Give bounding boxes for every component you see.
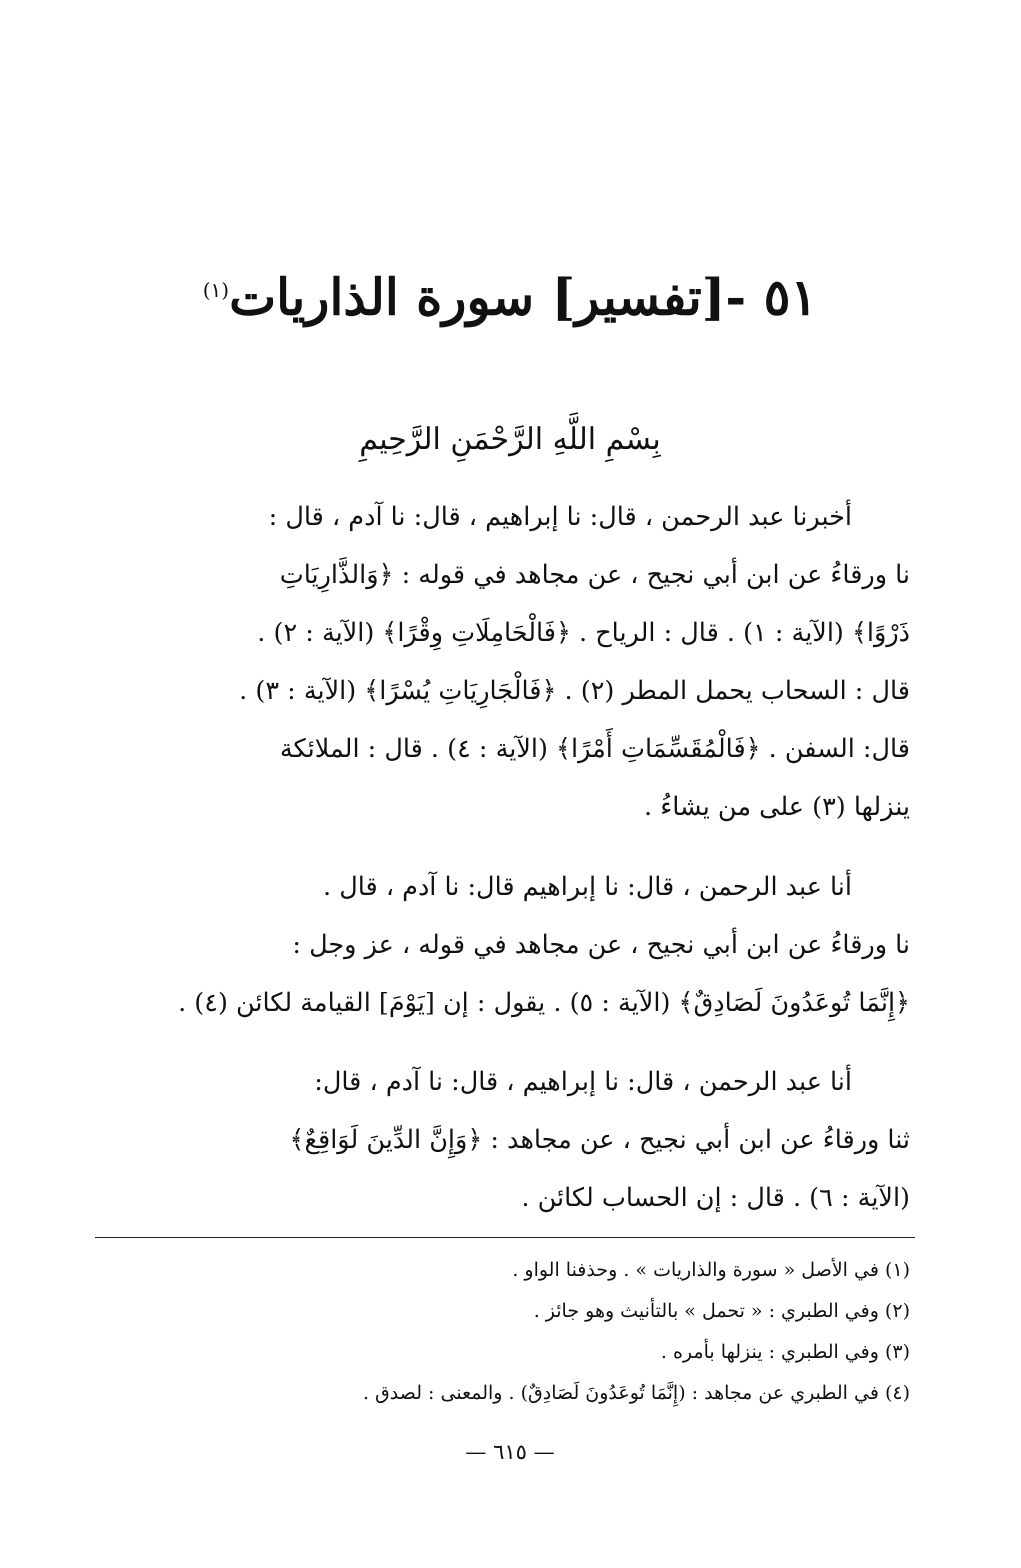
paragraph-line: أخبرنا عبد الرحمن ، قال: نا إبراهيم ، قال: نا آدم ، قال : <box>268 502 852 532</box>
page-number: — ٦١٥ — <box>465 1440 555 1464</box>
paragraph-line: ﴿إِنَّمَا تُوعَدُونَ لَصَادِقٌ﴾ (الآية : ٥) . يقول : إن [يَوْمَ] القيامة لكائن (٤) . <box>178 988 910 1018</box>
paragraph-line: (الآية : ٦) . قال : إن الحساب لكائن . <box>521 1183 910 1213</box>
paragraph-3 <box>95 1053 910 1227</box>
chapter-title-text: ٥١ -[تفسير] سورة الذاريات <box>229 267 818 327</box>
paragraph-line: أنا عبد الرحمن ، قال: نا إبراهيم قال: نا آدم ، قال . <box>323 872 852 902</box>
paragraph-1 <box>95 488 910 836</box>
footnote-4: (٤) في الطبري عن مجاهد : (إِنَّمَا تُوعَدُونَ لَصَادِقٌ) . والمعنى : لصدق . <box>362 1382 910 1404</box>
paragraph-line: أنا عبد الرحمن ، قال: نا إبراهيم ، قال: نا آدم ، قال: <box>314 1067 852 1097</box>
footnotes <box>120 1250 910 1414</box>
paragraph-2 <box>95 858 910 1032</box>
footnote-1: (١) في الأصل « سورة والذاريات » . وحذفنا الواو . <box>512 1259 910 1281</box>
paragraph-line: ذَرْوًا﴾ (الآية : ١) . قال : الرياح . ﴿فَالْحَامِلَاتِ وِقْرًا﴾ (الآية : ٢) . <box>257 618 910 648</box>
footnote-2: (٢) وفي الطبري : « تحمل » بالتأنيث وهو جائز . <box>533 1300 910 1322</box>
paragraph-line: نا ورقاءُ عن ابن أبي نجيح ، عن مجاهد في قوله ، عز وجل : <box>292 930 910 960</box>
footnote-3: (٣) وفي الطبري : ينزلها بأمره . <box>660 1341 910 1363</box>
title-footnote-marker: (١) <box>202 278 230 302</box>
paragraph-line: قال : السحاب يحمل المطر (٢) . ﴿فَالْجَارِيَاتِ يُسْرًا﴾ (الآية : ٣) . <box>239 676 910 706</box>
paragraph-line: ثنا ورقاءُ عن ابن أبي نجيح ، عن مجاهد : ﴿وَإِنَّ الدِّينَ لَوَاقِعٌ﴾ <box>289 1125 910 1155</box>
footnote-divider <box>95 1237 915 1238</box>
paragraph-line: نا ورقاءُ عن ابن أبي نجيح ، عن مجاهد في قوله : ﴿وَالذَّارِيَاتِ <box>279 560 910 590</box>
paragraph-line: ينزلها (٣) على من يشاءُ . <box>644 792 910 822</box>
chapter-title <box>150 250 870 338</box>
paragraph-line: قال: السفن . ﴿فَالْمُقَسِّمَاتِ أَمْرًا﴾ (الآية : ٤) . قال : الملائكة <box>279 734 910 764</box>
basmala: بِسْمِ اللَّهِ الرَّحْمَنِ الرَّحِيمِ <box>359 422 661 457</box>
